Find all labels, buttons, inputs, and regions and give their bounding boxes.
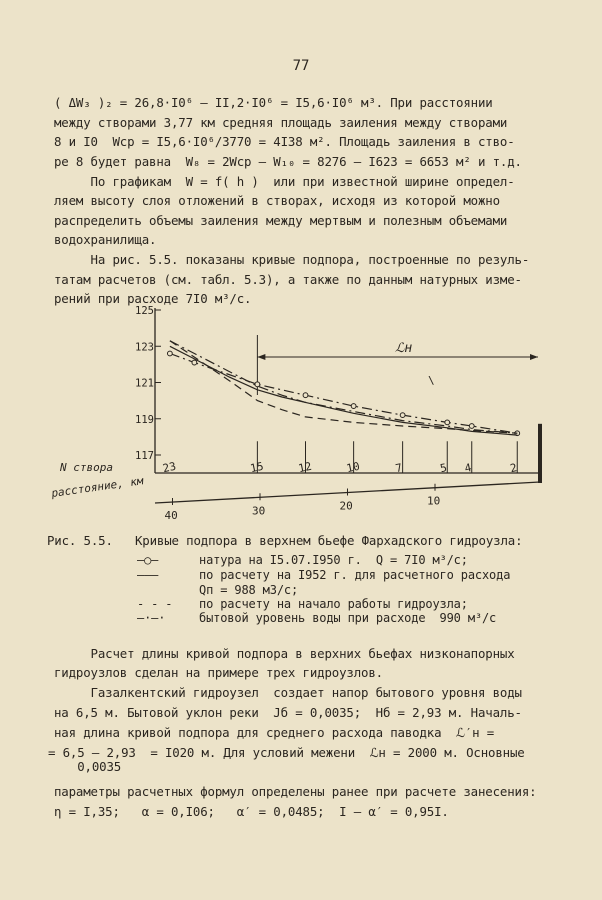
text-line: Расчет длины кривой подпора в верхних бьефах низконапорных [54, 646, 515, 661]
distance-tick-label: 20 [339, 499, 353, 513]
text-line: η = I,35; α = 0,I06; α′ = 0,0485; I – α′ = 0,95I. [54, 804, 449, 819]
station-label: 10 [345, 459, 361, 476]
series-line [170, 341, 517, 433]
text-line: рений при расходе 7I0 м³/с. [54, 291, 252, 306]
y-tick-label: 117 [135, 450, 154, 462]
distance-tick-label: 40 [164, 509, 178, 523]
legend-entry: по расчету на начало работы гидроузла; [199, 597, 468, 611]
data-point [469, 424, 474, 429]
text-line: По графикам W = f( h ) или при известной ширине определ- [54, 174, 515, 189]
legend-entry: по расчету на I952 г. для расчетного расхода [199, 568, 511, 582]
data-point [192, 360, 197, 365]
text-line: между створами 3,77 км средняя площадь заиления между створами [54, 115, 508, 130]
y-tick-label: 121 [135, 377, 154, 390]
station-label: 23 [161, 459, 178, 476]
text-line: гидроузлов сделан на примере трех гидроузлов. [54, 665, 383, 680]
distance-tick-label: 30 [252, 504, 266, 518]
data-point [255, 382, 260, 387]
data-point [303, 393, 308, 398]
station-label: 5 [438, 461, 449, 476]
station-axis-label: N створа [60, 461, 113, 474]
y-tick-label: 125 [135, 305, 154, 317]
y-tick-label: 119 [135, 413, 154, 426]
legend-symbol: –○– [137, 553, 159, 567]
legend-symbol: ——— [137, 568, 159, 582]
text-line: ная длина кривой подпора для среднего расхода паводка ℒ′н = [54, 725, 495, 740]
station-label: 7 [394, 461, 404, 476]
interval-arrow-head [530, 354, 538, 360]
interval-arrow-head [257, 354, 265, 360]
text-line: водохранилища. [54, 232, 157, 247]
text-line: распределить объемы заиления между мертвым и полезным объемами [54, 213, 508, 228]
station-label: 12 [297, 459, 313, 476]
text-line: татам расчетов (см. табл. 5.3), а также по данным натурных изме- [54, 272, 522, 287]
series-line [170, 341, 517, 433]
legend-entry: бытовой уровень воды при расходе 990 м³/с [199, 611, 497, 625]
text-line: ( ΔW₃ )₂ = 26,8·I0⁶ – II,2·I0⁶ = I5,6·I0⁶ м³. При расстоянии [54, 95, 493, 110]
legend-symbol: - - - [137, 597, 173, 611]
text-line: На рис. 5.5. показаны кривые подпора, построенные по резуль- [54, 252, 530, 267]
y-tick-label: 123 [135, 341, 154, 354]
text-line: = 6,5 – 2,93 = I020 м. Для условий межени ℒн = 2000 м. Основные [48, 745, 525, 760]
distance-axis-label: расстояние, км [50, 474, 145, 500]
legend-symbol: –·–· [137, 611, 166, 625]
station-label: 2 [508, 461, 519, 476]
data-point [400, 413, 405, 418]
figure-caption: Кривые подпора в верхнем бьефе Фархадского гидроузла: [135, 533, 523, 548]
page-number: 77 [292, 58, 310, 74]
legend-entry: натура на I5.07.I950 г. Q = 7I0 м³/с; [199, 553, 468, 567]
station-label: 15 [249, 459, 265, 476]
text-line: на 6,5 м. Бытовой уклон реки Jб = 0,0035; Hб = 2,93 м. Началь- [54, 705, 522, 720]
figure-label: Рис. 5.5. [47, 533, 113, 548]
data-point [167, 351, 172, 356]
text-line: ляем высоту слоя отложений в створах, исходя из которой можно [54, 193, 500, 208]
text-line: ре 8 будет равна W₈ = 2Wср – W₁₀ = 8276 – I623 = 6653 м² и т.д. [54, 154, 522, 169]
text-line: параметры расчетных формул определены ранее при расчете занесения: [54, 784, 537, 799]
text-line: 8 и I0 Wср = I5,6·I0⁶/3770 = 4I38 м². Площадь заиления в ство- [54, 134, 515, 149]
text-line: Газалкентский гидроузел создает напор бытового уровня воды [54, 685, 522, 700]
text-line: 0,0035 [48, 759, 122, 774]
distance-tick-label: 10 [427, 494, 441, 508]
data-point [351, 404, 356, 409]
legend-entry: Qп = 988 м3/с; [199, 583, 299, 597]
interval-label: ℒн [395, 341, 413, 356]
data-point [445, 420, 450, 425]
station-label: 4 [463, 461, 473, 476]
annotation-mark: \ [428, 374, 435, 387]
